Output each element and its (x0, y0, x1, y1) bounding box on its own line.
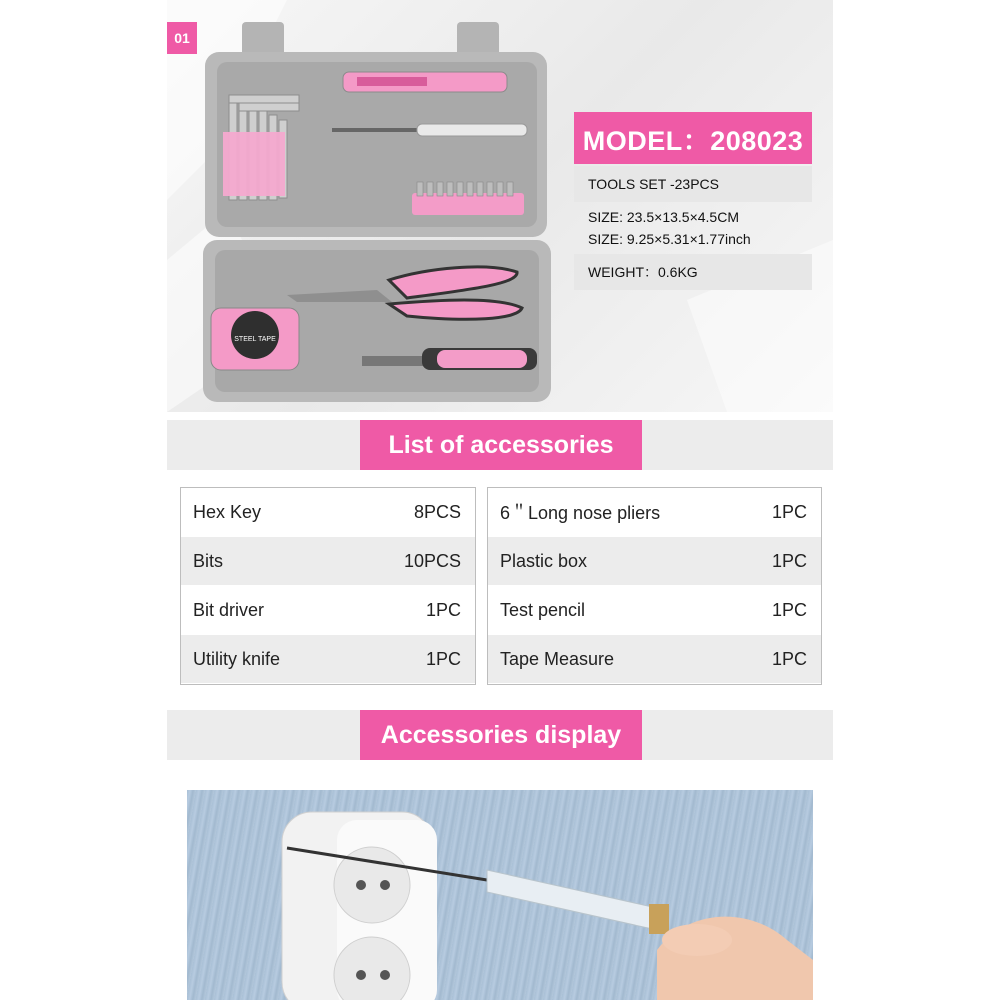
table-row (488, 488, 821, 536)
accessories-display-title: Accessories display (360, 710, 642, 760)
accessories-display-banner (167, 710, 833, 760)
item-name: Bit driver (193, 599, 265, 620)
size-cm-text: SIZE: 23.5×13.5×4.5CM (588, 209, 739, 225)
table-row (181, 488, 475, 536)
item-qty: 8PCS (413, 501, 461, 522)
model-label: MODEL：208023 (574, 112, 812, 164)
item-name: Test pencil (500, 599, 586, 620)
accessories-table-left (180, 487, 476, 685)
test-pencil-photo (187, 790, 813, 1000)
weight-text: WEIGHT：0.6KG (574, 254, 812, 290)
accessories-table-right (487, 487, 822, 685)
item-qty: 1PC (771, 550, 807, 571)
item-qty: 1PC (425, 599, 461, 620)
item-qty: 1PC (771, 648, 807, 669)
item-qty: 1PC (771, 501, 807, 522)
item-name: Utility knife (193, 648, 281, 669)
size-inch-text: SIZE: 9.25×5.31×1.77inch (588, 231, 751, 247)
table-row (488, 586, 821, 634)
section-number-badge: 01 (167, 22, 197, 54)
outlet-scene-illustration (187, 790, 813, 1000)
item-qty: 10PCS (403, 550, 461, 571)
table-row (181, 635, 475, 683)
tape-label-text: STEEL TAPE (234, 336, 276, 343)
table-row (181, 586, 475, 634)
item-qty: 1PC (425, 648, 461, 669)
item-qty: 1PC (771, 599, 807, 620)
table-row (488, 635, 821, 683)
item-name: 6＂Long nose pliers (500, 503, 661, 523)
accessories-list-banner (167, 420, 833, 470)
item-name: Tape Measure (500, 648, 615, 669)
tools-set-label: TOOLS SET -23PCS (574, 166, 812, 202)
item-name: Hex Key (193, 501, 262, 522)
item-name: Bits (193, 550, 224, 571)
item-name: Plastic box (500, 550, 588, 571)
accessories-list-title: List of accessories (360, 420, 642, 470)
table-row (181, 537, 475, 585)
table-row (488, 537, 821, 585)
